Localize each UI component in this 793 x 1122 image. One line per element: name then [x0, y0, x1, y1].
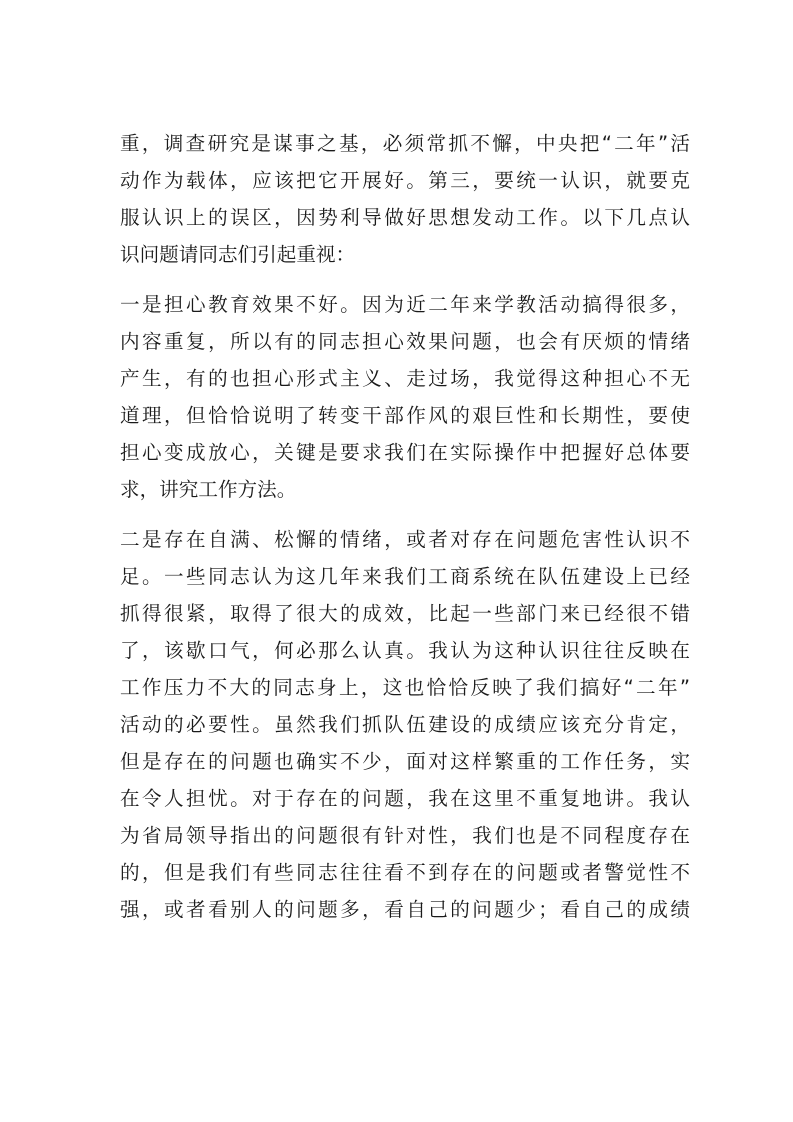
paragraph-spacer — [120, 508, 690, 521]
text-line: 道理，但恰恰说明了转变干部作风的艰巨性和长期性，要使 — [120, 404, 690, 427]
text-line: 内容重复，所以有的同志担心效果问题，也会有厌烦的情绪 — [120, 330, 690, 353]
text-line: 求，讲究工作方法。 — [120, 478, 297, 501]
text-line: 重，调查研究是谋事之基，必须常抓不懈，中央把“二年”活 — [120, 132, 690, 155]
text-line: 服认识上的误区，因势利导做好思想发动工作。以下几点认 — [120, 206, 690, 229]
text-line: 但是存在的问题也确实不少，面对这样繁重的工作任务，实 — [120, 750, 690, 773]
text-line: 为省局领导指出的问题很有针对性，我们也是不同程度存在 — [120, 824, 690, 847]
text-line: 在令人担忧。对于存在的问题，我在这里不重复地讲。我认 — [120, 787, 690, 810]
paragraph-1 — [120, 125, 690, 273]
text-line: 二是存在自满、松懈的情绪，或者对存在问题危害性认识不 — [120, 528, 690, 551]
text-line: 担心变成放心，关键是要求我们在实际操作中把握好总体要 — [120, 441, 690, 464]
text-line: 工作压力不大的同志身上，这也恰恰反映了我们搞好“二年” — [120, 676, 690, 699]
text-line: 强，或者看别人的问题多，看自己的问题少；看自己的成绩 — [120, 898, 690, 921]
text-line: 识问题请同志们引起重视： — [120, 243, 356, 266]
paragraph-2 — [120, 286, 690, 508]
text-line: 了，该歇口气，何必那么认真。我认为这种认识往往反映在 — [120, 639, 690, 662]
text-line: 产生，有的也担心形式主义、走过场，我觉得这种担心不无 — [120, 367, 690, 390]
paragraph-spacer — [120, 273, 690, 286]
text-line: 一是担心教育效果不好。因为近二年来学教活动搞得很多， — [120, 293, 690, 316]
text-line: 足。一些同志认为这几年来我们工商系统在队伍建设上已经 — [120, 565, 690, 588]
text-line: 活动的必要性。虽然我们抓队伍建设的成绩应该充分肯定， — [120, 713, 690, 736]
text-line: 的，但是我们有些同志往往看不到存在的问题或者警觉性不 — [120, 861, 690, 884]
document-body — [120, 125, 690, 928]
text-line: 抓得很紧，取得了很大的成效，比起一些部门来已经很不错 — [120, 602, 690, 625]
text-line: 动作为载体，应该把它开展好。第三，要统一认识，就要克 — [120, 169, 690, 192]
paragraph-3 — [120, 521, 690, 928]
